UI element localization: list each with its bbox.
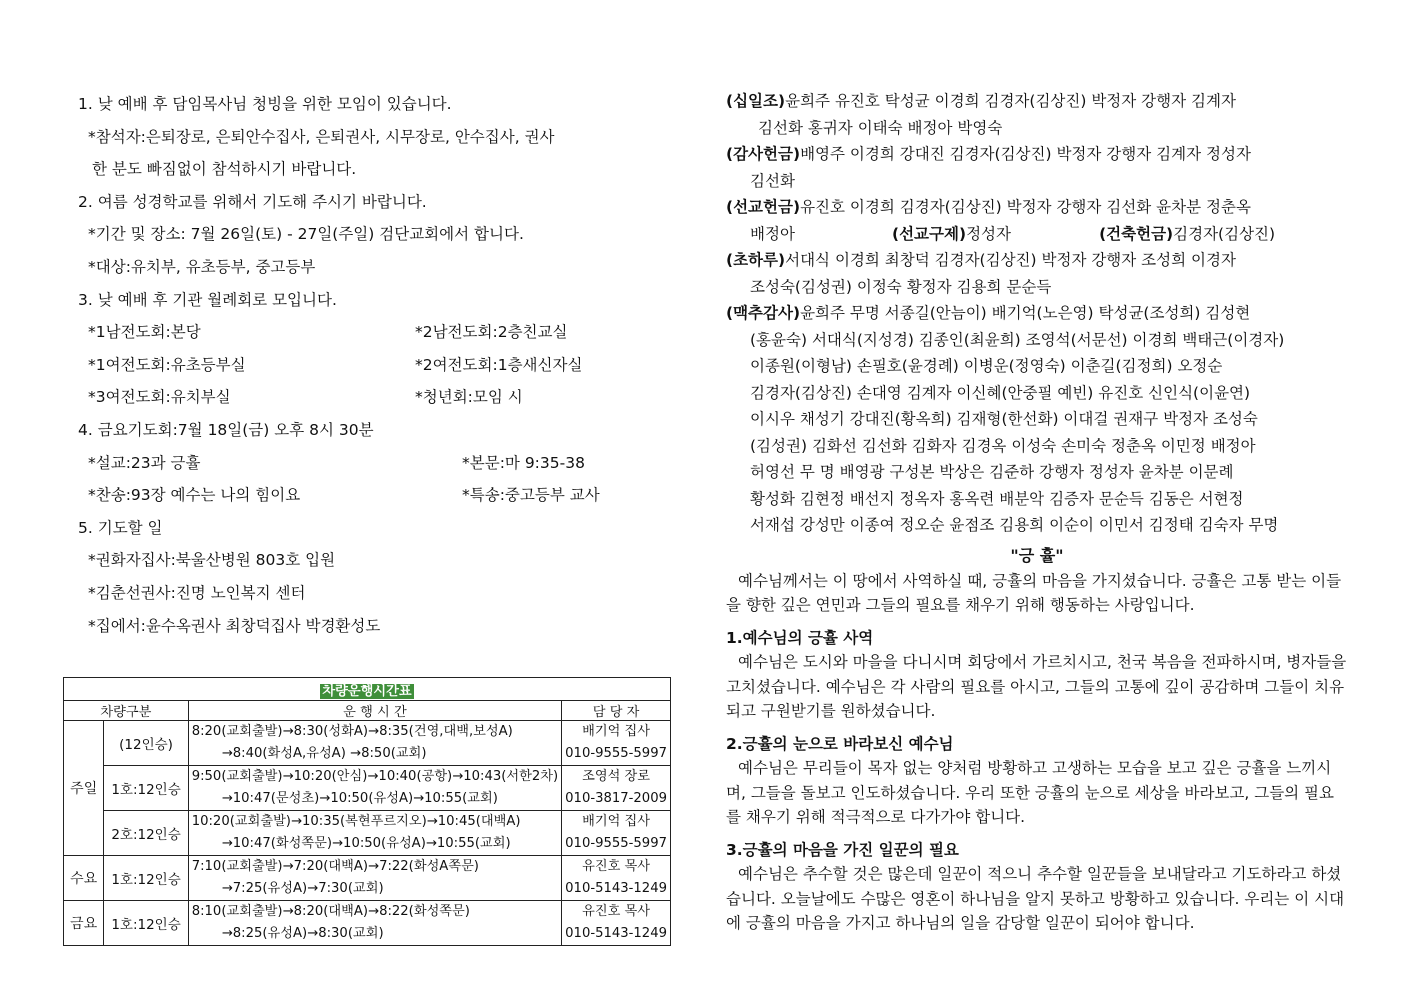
route-cell [188,856,561,901]
meeting-place: *2남전도회:2층친교실 [415,323,568,342]
offering-names-cont: 이종원(이형남) 손필호(윤경례) 이병운(정영숙) 이춘길(김정희) 오정순 [750,357,1223,375]
schedule-title: 차량운행시간표 [322,683,412,699]
offering-names-cont: (김성권) 김화선 김선화 김화자 김경옥 이성숙 손미숙 정춘옥 이민정 배정아 [750,436,1256,455]
route-line: 10:20(교회출발)→10:35(복현푸르지오)→10:45(대백A) [191,814,521,829]
day-cell: 금요 [64,901,104,946]
meeting-row [78,381,678,414]
contact-cell [562,901,671,946]
offering-label: (감사헌금) [726,145,801,163]
prayer-meeting-detail: *설교:23과 긍휼 [88,453,201,472]
route-cell [188,766,561,811]
meeting-place: *청년회:모임 시 [415,388,523,407]
offering-names: 서대식 이경희 최창덕 김경자(김상진) 박정자 강행자 조성희 이경자 [785,251,1236,269]
prayer-meeting-detail: *찬송:93장 예수는 나의 힘이요 [88,486,301,505]
offerings-and-sermon [726,88,1348,936]
offering-names-cont: 황성화 김현정 배선지 정옥자 홍옥련 배분악 김증자 문순득 김동은 서현정 [750,489,1244,508]
contact-cell [562,766,671,811]
vehicle-cell: 1호:12인승 [104,901,188,946]
announcement-1-note: 한 분도 빠짐없이 참석하시기 바랍니다. [92,160,357,179]
contact-cell [562,721,671,766]
offering-mission-cont [726,221,1348,248]
meeting-row [78,349,678,382]
announcement-5-title: 5. 기도할 일 [78,518,163,537]
sermon-section-body: 예수님은 도시와 마을을 다니시며 회당에서 가르치시고, 천국 복음을 전파하시며, 병자들을 고치셨습니다. 예수님은 각 사람의 필요를 아시고, 그들의 고통에 깊이 공감하며 그들이 치유되고 구원받기를 원하셨습니다. [726,653,1347,720]
table-row [64,721,671,766]
offering-label: (선교구제) [892,224,967,243]
announcements [78,88,678,642]
prayer-item: *권화자집사:북울산병원 803호 입원 [88,551,336,570]
route-cell [188,901,561,946]
route-line: 8:10(교회출발)→8:20(대백A)→8:22(화성쪽문) [191,904,470,919]
vehicle-schedule-table [63,677,671,946]
contact-name: 배기억 집사 [582,814,651,829]
meeting-row [78,316,678,349]
contact-phone: 010-9555-5997 [565,746,667,761]
contact-name: 유진호 목사 [582,904,651,919]
contact-name: 배기억 집사 [582,724,651,739]
announcement-1-attendees: *참석자:은퇴장로, 은퇴안수집사, 은퇴권사, 시무장로, 안수집사, 권사 [88,127,555,146]
table-row [64,901,671,946]
schedule-title-cell [64,678,671,701]
contact-phone: 010-9555-5997 [565,836,667,851]
sermon-section-body: 예수님은 추수할 것은 많은데 일꾼이 적으니 추수할 일꾼들을 보내달라고 기도하라고 하셨습니다. 오늘날에도 수많은 영혼이 하나님을 알지 못하고 방황하고 있습니다. 우리는 이 시대에 긍휼의 마음을 가지고 하나님의 일을 감당할 일꾼이 되어야 합니다. [726,865,1345,932]
route-line: 8:20(교회출발)→8:30(성화A)→8:35(건영,대백,보성A) [191,724,513,739]
prayer-meeting-row [78,447,678,480]
meeting-place: *3여전도회:유치부실 [88,388,231,407]
announcement-2-title: 2. 여름 성경학교를 위해서 기도해 주시기 바랍니다. [78,192,427,211]
prayer-item: *집에서:윤수옥권사 최창덕집사 박경환성도 [88,616,381,635]
sermon-section-body: 예수님은 무리들이 목자 없는 양처럼 방황하고 고생하는 모습을 보고 깊은 긍휼을 느끼시며, 그들을 돌보고 인도하셨습니다. 우리 또한 긍휼의 눈으로 세상을 바라보고, 그들의 필요를 채우기 위해 적극적으로 다가가야 합니다. [726,759,1335,826]
sermon-intro: 예수님께서는 이 땅에서 사역하실 때, 긍휼의 마음을 가지셨습니다. 긍휼은 고통 받는 이들을 향한 깊은 연민과 그들의 필요를 채우기 위해 행동하는 사랑입니다. [726,571,1342,614]
prayer-meeting-row [78,479,678,512]
announcement-1-title: 1. 낮 예배 후 담임목사님 청빙을 위한 모임이 있습니다. [78,95,452,113]
offering-names-cont: 이시우 채성기 강대진(황옥희) 김재형(한선화) 이대걸 권재구 박정자 조성숙 [750,410,1258,428]
offering-label: (초하루) [726,251,786,269]
prayer-item: *김춘선권사:진명 노인복지 센터 [88,583,306,602]
contact-phone: 010-5143-1249 [565,881,667,896]
table-row [64,811,671,856]
offering-names: 윤희주 무명 서종길(안늠이) 배기억(노은영) 탁성균(조성희) 김성현 [800,304,1251,322]
route-line: 9:50(교회출발)→10:20(안심)→10:40(공항)→10:43(서한2차) [191,769,559,784]
offering-mission [726,194,1348,221]
route-cell [188,721,561,766]
contact-name: 조영석 장로 [582,769,651,784]
offering-names: 배정아 [750,224,795,243]
offering-tithe [726,88,1348,115]
contact-name: 유진호 목사 [582,859,651,874]
vehicle-cell: 1호:12인승 [104,856,188,901]
offering-names: 김경자(김상진) [1173,224,1276,243]
offering-names-cont: (홍윤숙) 서대식(지성경) 김종인(최윤희) 조영석(서문선) 이경희 백태근(이경자) [750,330,1285,349]
route-cell [188,811,561,856]
offering-thanks [726,141,1348,168]
offering-names: 정성자 [966,224,1011,243]
meeting-place: *1남전도회:본당 [88,323,201,342]
column-header: 차량구분 [64,701,189,721]
meeting-place: *1여전도회:유초등부실 [88,355,246,374]
offering-label: (맥추감사) [726,304,801,322]
prayer-meeting-detail: *본문:마 9:35-38 [462,453,585,472]
announcement-2-target: *대상:유치부, 유초등부, 중고등부 [88,257,316,276]
route-line: →10:47(화성쪽문)→10:50(유성A)→10:55(교회) [221,836,511,851]
contact-cell [562,856,671,901]
prayer-meeting-detail: *특송:중고등부 교사 [462,486,600,505]
offering-names-cont: 허영선 무 명 배영광 구성본 박상은 김준하 강행자 정성자 윤차분 이문례 [750,463,1234,481]
meeting-place: *2여전도회:1층새신자실 [415,355,583,374]
offering-names-cont: 김선화 홍귀자 이태숙 배정아 박영숙 [758,118,1003,137]
day-cell: 수요 [64,856,104,901]
column-header: 담 당 자 [562,701,671,721]
day-cell: 주일 [64,721,104,856]
vehicle-cell: 1호:12인승 [104,766,188,811]
table-row [64,856,671,901]
table-row [64,766,671,811]
offering-names-cont: 조성숙(김성권) 이정숙 황정자 김용희 문순득 [750,277,1052,296]
sermon-section-heading: 1.예수님의 긍휼 사역 [726,628,874,647]
route-line: 7:10(교회출발)→7:20(대백A)→7:22(화성A쪽문) [191,859,479,874]
offering-first-day [726,247,1348,274]
route-line: →7:25(유성A)→7:30(교회) [221,881,384,896]
route-line: →8:40(화성A,유성A) →8:50(교회) [221,746,427,761]
contact-phone: 010-5143-1249 [565,926,667,941]
offering-names: 윤희주 유진호 탁성균 이경희 김경자(김상진) 박정자 강행자 김계자 [785,92,1236,110]
offering-names: 배영주 이경희 강대진 김경자(김상진) 박정자 강행자 김계자 정성자 [800,145,1251,163]
schedule-header-row [64,701,671,721]
route-line: →10:47(문성초)→10:50(유성A)→10:55(교회) [221,791,498,806]
contact-cell [562,811,671,856]
announcement-3-title: 3. 낮 예배 후 기관 월례회로 모입니다. [78,290,337,309]
sermon-section-heading: 3.긍휼의 마음을 가진 일꾼의 필요 [726,840,959,859]
offering-names: 유진호 이경희 김경자(김상진) 박정자 강행자 김선화 윤차분 정춘옥 [800,198,1251,216]
announcement-2-period: *기간 및 장소: 7월 26일(토) - 27일(주일) 검단교회에서 합니다. [88,225,524,244]
sermon-section-heading: 2.긍휼의 눈으로 바라보신 예수님 [726,734,954,753]
announcement-4-title: 4. 금요기도회:7월 18일(금) 오후 8시 30분 [78,420,374,439]
offering-label: (건축헌금) [1099,224,1174,243]
column-header: 운 행 시 간 [188,701,561,721]
vehicle-cell: (12인승) [104,721,188,766]
offering-names-cont: 김선화 [750,171,795,190]
offering-label: (선교헌금) [726,198,801,216]
vehicle-cell: 2호:12인승 [104,811,188,856]
route-line: →8:25(유성A)→8:30(교회) [221,926,384,941]
offering-label: (십일조) [726,92,786,110]
offering-names-cont: 서재섭 강성만 이종여 정오순 윤점조 김용희 이순이 이민서 김정태 김숙자 무명 [750,516,1279,534]
offering-harvest [726,300,1348,327]
contact-phone: 010-3817-2009 [565,791,667,806]
sermon-title: "긍 휼" [1010,545,1064,565]
offering-names-cont: 김경자(김상진) 손대영 김계자 이신혜(안중필 예빈) 유진호 신인식(이윤연) [750,383,1251,402]
